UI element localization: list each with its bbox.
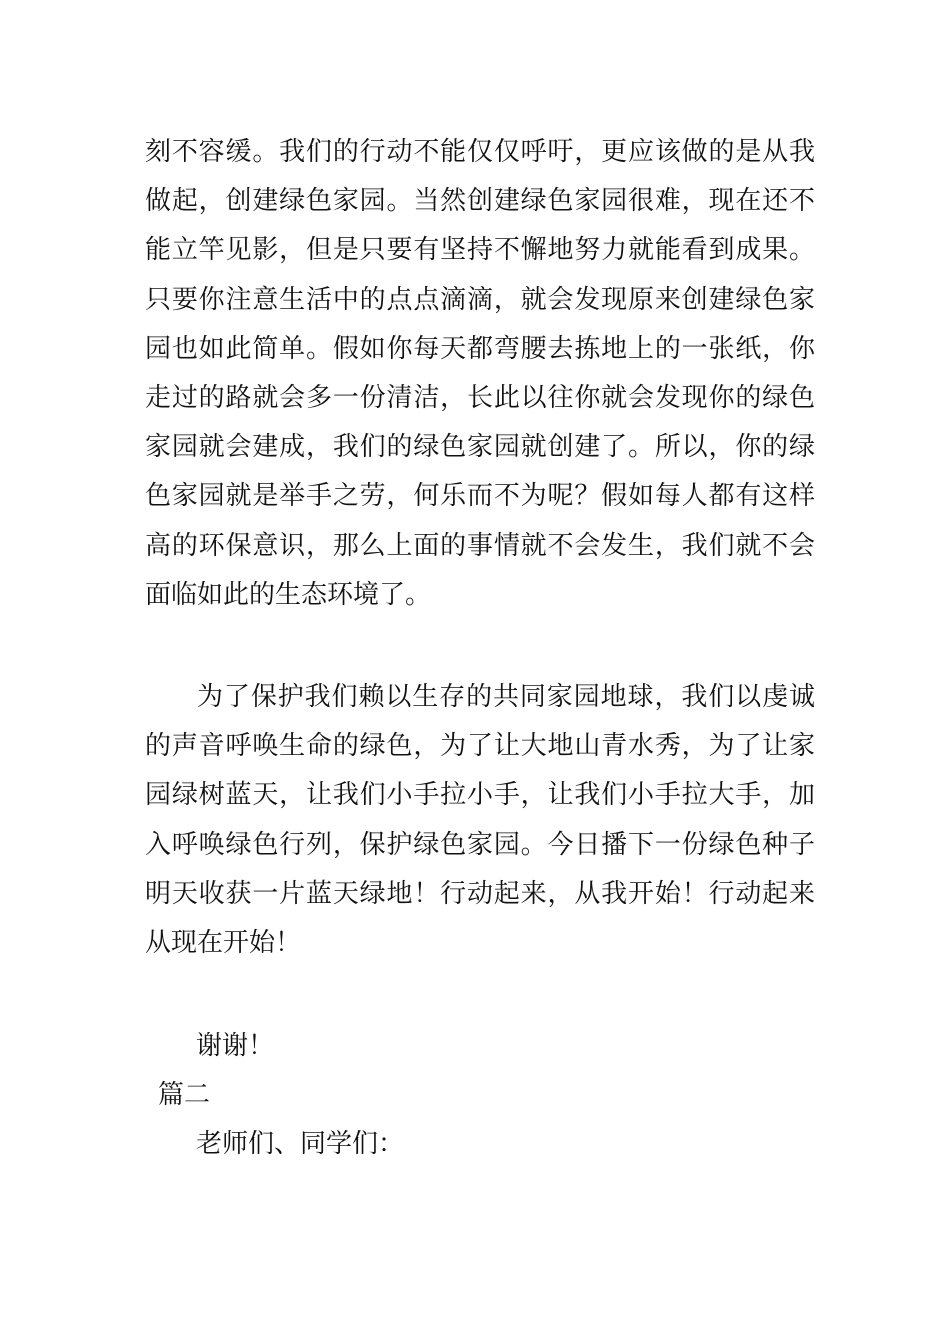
paragraph-line: 园绿树蓝天，让我们小手拉小手，让我们小手拉大手，加 <box>145 780 815 811</box>
paragraph-line: 入呼唤绿色行列，保护绿色家园。今日播下一份绿色种子 <box>145 829 815 860</box>
paragraph-line: 刻不容缓。我们的行动不能仅仅呼吁，更应该做的是从我 <box>145 137 815 167</box>
paragraph-line: 色家园就是举手之劳，何乐而不为呢？假如每人都有这样 <box>145 481 815 512</box>
paragraph-line: 从现在开始！ <box>145 927 302 958</box>
paragraph-line: 家园就会建成，我们的绿色家园就创建了。所以，你的绿 <box>145 432 815 463</box>
paragraph-1 <box>145 128 815 620</box>
paragraph-line: 的声音呼唤生命的绿色，为了让大地山青水秀，为了让家 <box>145 731 815 762</box>
paragraph-line: 为了保护我们赖以生存的共同家园地球，我们以虔诚 <box>197 682 815 712</box>
paragraph-line: 做起，创建绿色家园。当然创建绿色家园很难，现在还不 <box>145 186 815 217</box>
paragraph-line: 面临如此的生态环境了。 <box>145 579 432 610</box>
section-title: 篇二 <box>158 1080 211 1110</box>
paragraph-line: 明天收获一片蓝天绿地！行动起来，从我开始！行动起来 <box>145 878 815 909</box>
paragraph-line: 只要你注意生活中的点点滴滴，就会发现原来创建绿色家 <box>145 284 815 315</box>
paragraph-line: 走过的路就会多一份清洁，长此以往你就会发现你的绿色 <box>145 382 815 413</box>
thanks-line: 谢谢！ <box>196 1031 275 1061</box>
paragraph-line: 能立竿见影，但是只要有坚持不懈地努力就能看到成果。 <box>145 235 815 266</box>
paragraph-2 <box>145 673 815 968</box>
paragraph-line: 园也如此简单。假如你每天都弯腰去拣地上的一张纸，你 <box>145 333 815 364</box>
salutation-line: 老师们、同学们： <box>196 1129 405 1159</box>
paragraph-line: 高的环保意识，那么上面的事情就不会发生，我们就不会 <box>145 530 815 561</box>
